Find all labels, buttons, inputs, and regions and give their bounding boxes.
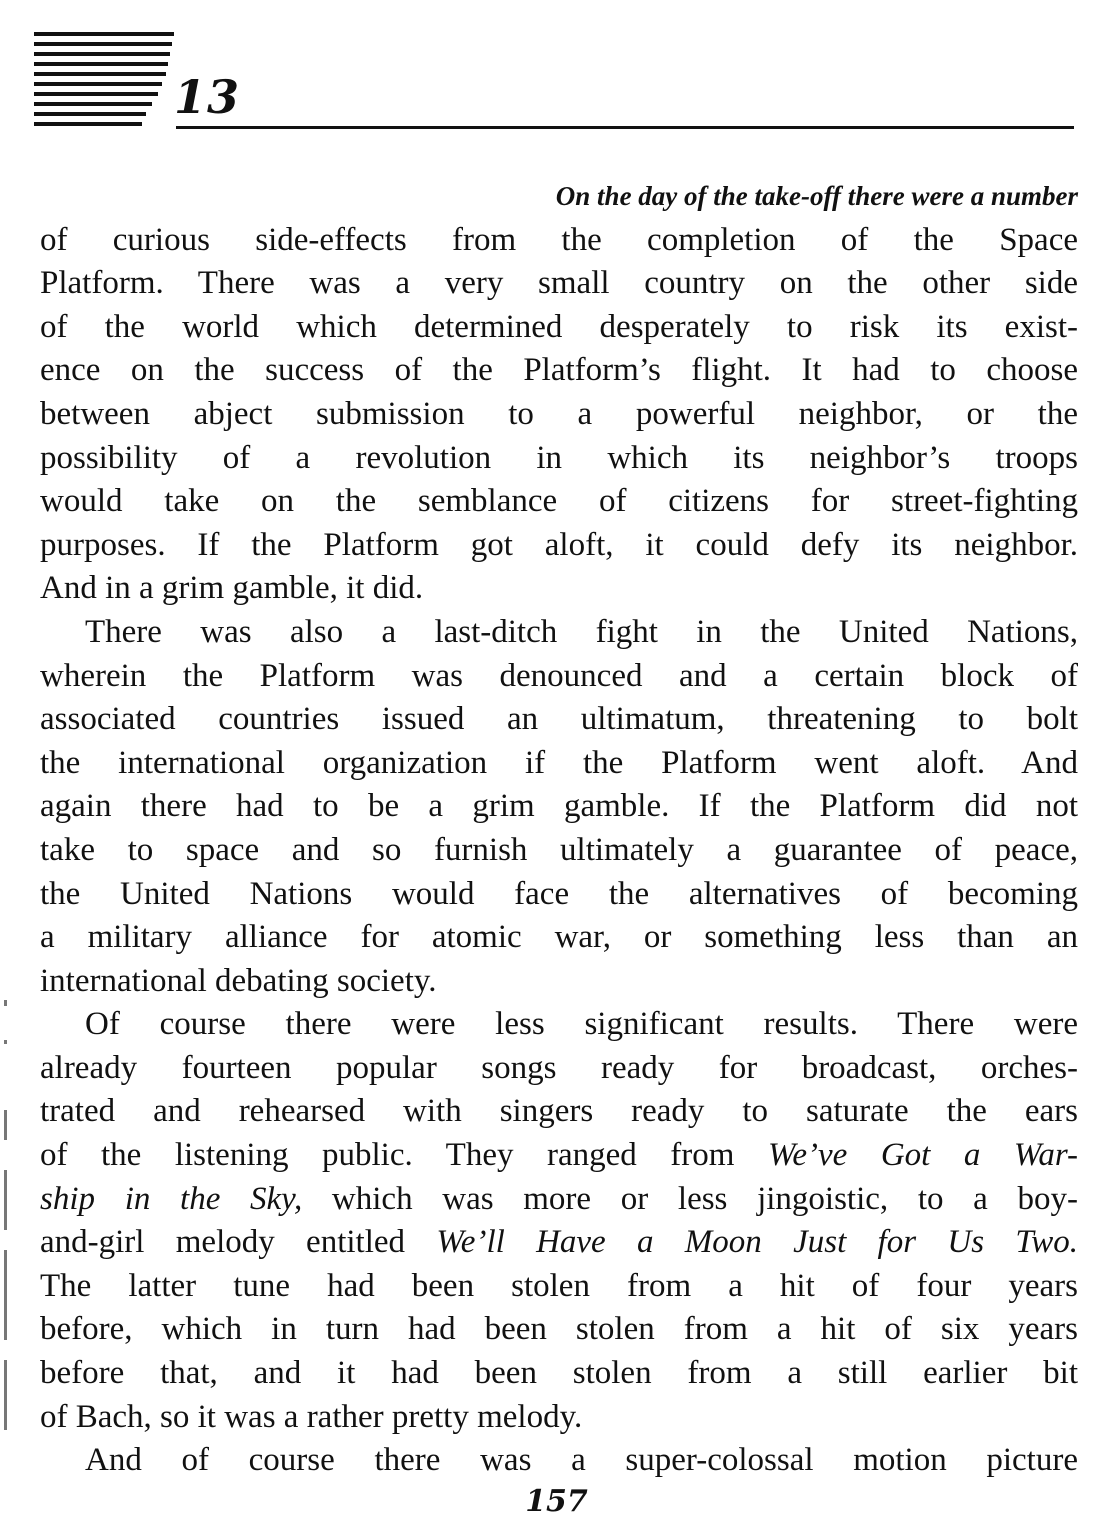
text-line: ence on the success of the Platform’s flight. It had to choose [40,352,1078,389]
text-line: of curious side-effects from the completion of the Space [40,221,1078,258]
text-line: between abject submission to a powerful neighbor, or the [40,395,1078,432]
song-title: ship in the Sky, [40,1180,303,1217]
scan-margin-specks [0,1000,14,1460]
text-line: trated and rehearsed with singers ready to saturate the ears [40,1093,1078,1130]
text-line: The latter tune had been stolen from a hit of four years [40,1267,1078,1304]
text-line: purposes. If the Platform got aloft, it could defy its neighbor. [40,526,1078,563]
text-line [40,1134,1078,1178]
text-line: take to space and so furnish ultimately a guarantee of peace, [40,831,1078,868]
text-line: a military alliance for atomic war, or something less than an [40,919,1078,956]
chapter-rule [176,126,1074,129]
text-line: the international organization if the Platform went aloft. And [40,744,1078,781]
text-segment: and-girl melody entitled [40,1224,406,1261]
chapter-header [34,30,1074,130]
text-line: again there had to be a grim gamble. If the Platform did not [40,788,1078,825]
text-segment: which was more or less jingoistic, to a boy- [302,1180,1078,1217]
chapter-number: 13 [174,70,241,124]
text-line: already fourteen popular songs ready for broadcast, orches- [40,1049,1078,1086]
body-text [40,175,1078,1483]
text-line: international debating society. [40,962,437,999]
page-number: 157 [525,1484,588,1519]
text-segment: of the listening public. They ranged from [40,1137,735,1174]
song-title: We’ll Have a Moon Just for Us Two. [436,1224,1079,1261]
text-line: There was also a last-ditch fight in the United Nations, [85,613,1078,650]
text-line [40,1221,1078,1265]
opening-line: On the day of the take-off there were a number [555,181,1078,211]
text-line: before, which in turn had been stolen from a hit of six years [40,1311,1078,1348]
text-line: And in a grim gamble, it did. [40,570,424,607]
text-line: before that, and it had been stolen from a still earlier bit [40,1355,1078,1392]
song-title: We’ve Got a War- [767,1137,1078,1174]
chapter-ornament [34,30,179,130]
text-line: Platform. There was a very small country on the other side [40,265,1078,302]
text-line: Of course there were less significant results. There were [85,1006,1078,1043]
text-line: would take on the semblance of citizens for street-fighting [40,483,1078,520]
text-line: of the world which determined desperately to risk its exist- [40,308,1078,345]
text-line: of Bach, so it was a rather pretty melody. [40,1398,583,1435]
text-line: possibility of a revolution in which its neighbor’s troops [40,439,1078,476]
text-line: wherein the Platform was denounced and a certain block of [40,657,1078,694]
text-line: the United Nations would face the alternatives of becoming [40,875,1078,912]
text-line: associated countries issued an ultimatum, threatening to bolt [40,701,1078,738]
text-line [40,1178,1078,1222]
text-line: And of course there was a super-colossal motion picture [85,1442,1078,1479]
